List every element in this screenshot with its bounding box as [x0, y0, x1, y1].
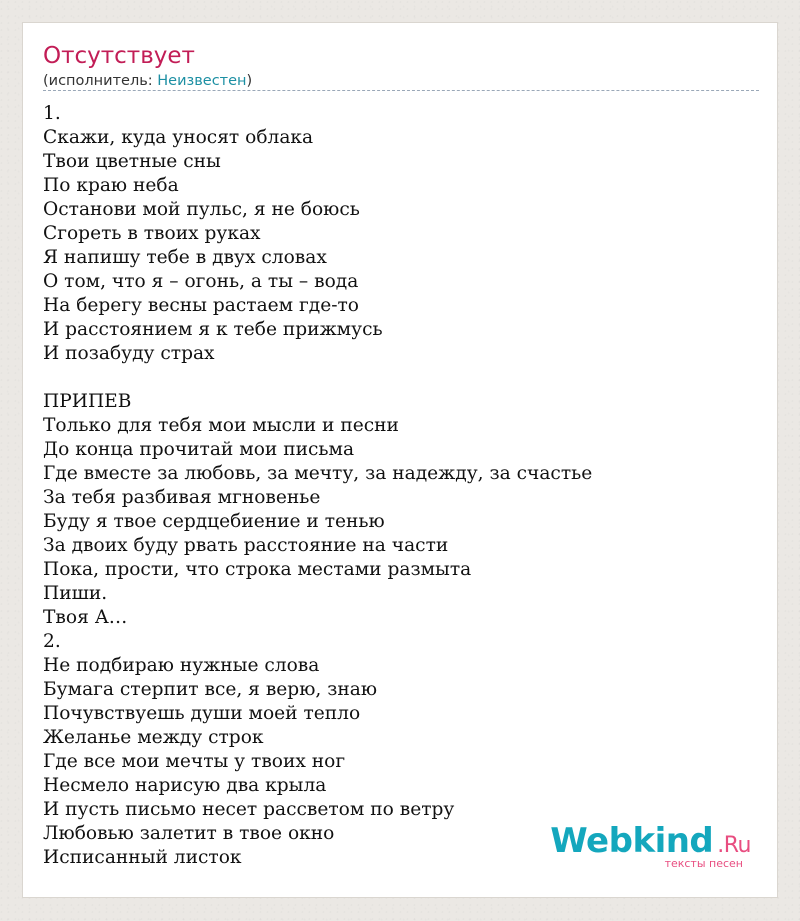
artist-line: [43, 72, 252, 90]
artist-suffix: ): [246, 73, 253, 89]
lyrics-text: 1. Скажи, куда уносят облака Твои цветные сны По краю неба Останови мой пульс, я не боюсь Сгореть в твоих руках Я напишу тебе в двух словах О том, что я – огонь, а ты – вода На берегу весны растаем где-то И расстоянием я к тебе прижмусь И позабуду страх ПРИПЕВ Только для тебя мои мысли и песни До конца прочитай мои письма Где вместе за любовь, за мечту, за надежду, за счастье За тебя разбивая мгновенье Буду я твое сердцебиение и тенью За двоих буду рвать расстояние на части Пока, прости, что строка местами размыта Пиши. Твоя А… 2. Не подбираю нужные слова Бумага стерпит все, я верю, знаю Почувствуешь души моей тепло Желанье между строк Где все мои мечты у твоих ног Несмело нарисую два крыла И пусть письмо несет рассветом по ветру Любовью залетит в твое окно Исписанный листок: [43, 103, 593, 868]
artist-prefix: (исполнитель:: [43, 73, 158, 89]
song-title: Отсутствует: [43, 43, 195, 69]
site-logo[interactable]: [551, 821, 751, 875]
artist-link[interactable]: Неизвестен: [157, 73, 247, 89]
logo-suffix: .Ru: [717, 833, 751, 858]
logo-tagline: тексты песен: [664, 857, 743, 870]
lyrics-card: [22, 22, 778, 898]
logo-main-text: Webkind: [550, 821, 714, 861]
title-divider: [43, 90, 759, 91]
